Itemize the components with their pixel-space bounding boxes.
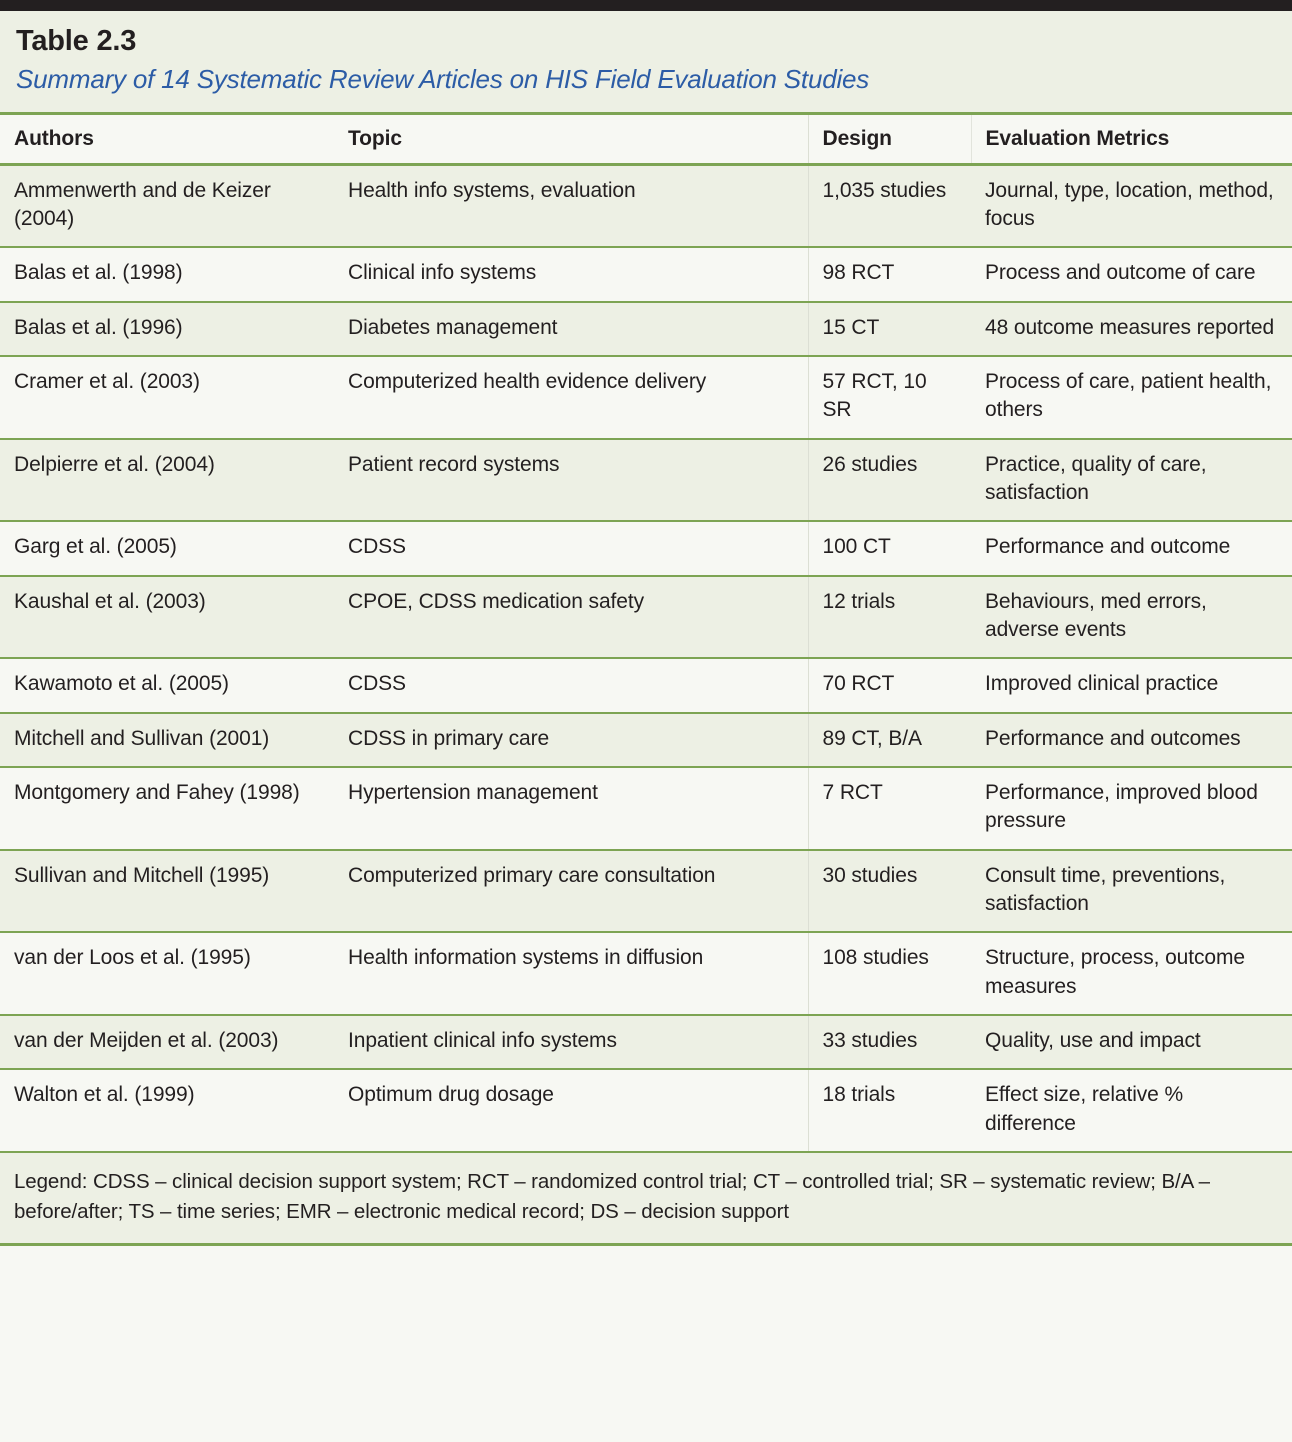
cell-metrics: Structure, process, outcome measures (971, 932, 1292, 1015)
cell-design: 30 studies (808, 850, 971, 933)
cell-topic: Optimum drug dosage (334, 1069, 808, 1152)
cell-topic: Health info systems, evaluation (334, 164, 808, 247)
cell-topic: Clinical info systems (334, 247, 808, 301)
cell-authors: Montgomery and Fahey (1998) (0, 767, 334, 850)
cell-design: 15 CT (808, 302, 971, 356)
table-legend: Legend: CDSS – clinical decision support system; RCT – randomized control trial; CT – controlled trial; SR – systematic review; B/A – before/after; TS – time series; EMR – electronic medical record; DS – decision support (0, 1152, 1292, 1244)
cell-topic: Inpatient clinical info systems (334, 1015, 808, 1069)
top-rule-divider (0, 0, 1292, 11)
table-row (0, 356, 1292, 439)
cell-authors: Delpierre et al. (2004) (0, 439, 334, 522)
cell-design: 100 CT (808, 521, 971, 575)
cell-design: 12 trials (808, 576, 971, 659)
cell-authors: van der Loos et al. (1995) (0, 932, 334, 1015)
column-header-topic: Topic (334, 113, 808, 164)
cell-topic: Health information systems in diffusion (334, 932, 808, 1015)
table-row (0, 658, 1292, 712)
cell-design: 70 RCT (808, 658, 971, 712)
table-caption-block (0, 11, 1292, 112)
cell-topic: CDSS in primary care (334, 713, 808, 767)
cell-design: 7 RCT (808, 767, 971, 850)
cell-metrics: Journal, type, location, method, focus (971, 164, 1292, 247)
table-row (0, 850, 1292, 933)
cell-design: 108 studies (808, 932, 971, 1015)
cell-metrics: Consult time, preventions, satisfaction (971, 850, 1292, 933)
table-row (0, 521, 1292, 575)
table-row (0, 767, 1292, 850)
table-row (0, 247, 1292, 301)
cell-metrics: Improved clinical practice (971, 658, 1292, 712)
table-header-row (0, 113, 1292, 164)
table-row (0, 164, 1292, 247)
table-header (0, 113, 1292, 164)
table-row (0, 439, 1292, 522)
cell-authors: Kaushal et al. (2003) (0, 576, 334, 659)
cell-design: 26 studies (808, 439, 971, 522)
column-header-authors: Authors (0, 113, 334, 164)
table-number: Table 2.3 (16, 25, 137, 57)
cell-metrics: Performance, improved blood pressure (971, 767, 1292, 850)
table-row (0, 713, 1292, 767)
column-header-evaluation-metrics: Evaluation Metrics (971, 113, 1292, 164)
cell-authors: Mitchell and Sullivan (2001) (0, 713, 334, 767)
table-row (0, 576, 1292, 659)
column-header-design: Design (808, 113, 971, 164)
summary-table (0, 112, 1292, 1246)
cell-design: 89 CT, B/A (808, 713, 971, 767)
cell-metrics: Performance and outcome (971, 521, 1292, 575)
cell-design: 57 RCT, 10 SR (808, 356, 971, 439)
cell-authors: Walton et al. (1999) (0, 1069, 334, 1152)
table-row (0, 1069, 1292, 1152)
table-body (0, 164, 1292, 1244)
cell-metrics: Quality, use and impact (971, 1015, 1292, 1069)
cell-design: 98 RCT (808, 247, 971, 301)
cell-authors: van der Meijden et al. (2003) (0, 1015, 334, 1069)
cell-topic: Diabetes management (334, 302, 808, 356)
cell-authors: Ammenwerth and de Keizer (2004) (0, 164, 334, 247)
cell-authors: Balas et al. (1998) (0, 247, 334, 301)
cell-topic: Hypertension management (334, 767, 808, 850)
cell-authors: Sullivan and Mitchell (1995) (0, 850, 334, 933)
cell-design: 1,035 studies (808, 164, 971, 247)
cell-authors: Balas et al. (1996) (0, 302, 334, 356)
cell-topic: Patient record systems (334, 439, 808, 522)
cell-authors: Cramer et al. (2003) (0, 356, 334, 439)
cell-metrics: Performance and outcomes (971, 713, 1292, 767)
cell-metrics: Process and outcome of care (971, 247, 1292, 301)
cell-topic: Computerized health evidence delivery (334, 356, 808, 439)
table-row (0, 302, 1292, 356)
cell-metrics: Practice, quality of care, satisfaction (971, 439, 1292, 522)
cell-topic: CDSS (334, 521, 808, 575)
cell-metrics: Effect size, relative % difference (971, 1069, 1292, 1152)
cell-topic: CPOE, CDSS medication safety (334, 576, 808, 659)
table-row (0, 1015, 1292, 1069)
cell-design: 18 trials (808, 1069, 971, 1152)
table-row (0, 932, 1292, 1015)
cell-design: 33 studies (808, 1015, 971, 1069)
cell-authors: Garg et al. (2005) (0, 521, 334, 575)
cell-metrics: 48 outcome measures reported (971, 302, 1292, 356)
table-title: Summary of 14 Systematic Review Articles on HIS Field Evaluation Studies (16, 64, 870, 95)
cell-topic: CDSS (334, 658, 808, 712)
cell-topic: Computerized primary care consultation (334, 850, 808, 933)
cell-metrics: Process of care, patient health, others (971, 356, 1292, 439)
cell-authors: Kawamoto et al. (2005) (0, 658, 334, 712)
table-legend-row (0, 1152, 1292, 1244)
cell-metrics: Behaviours, med errors, adverse events (971, 576, 1292, 659)
